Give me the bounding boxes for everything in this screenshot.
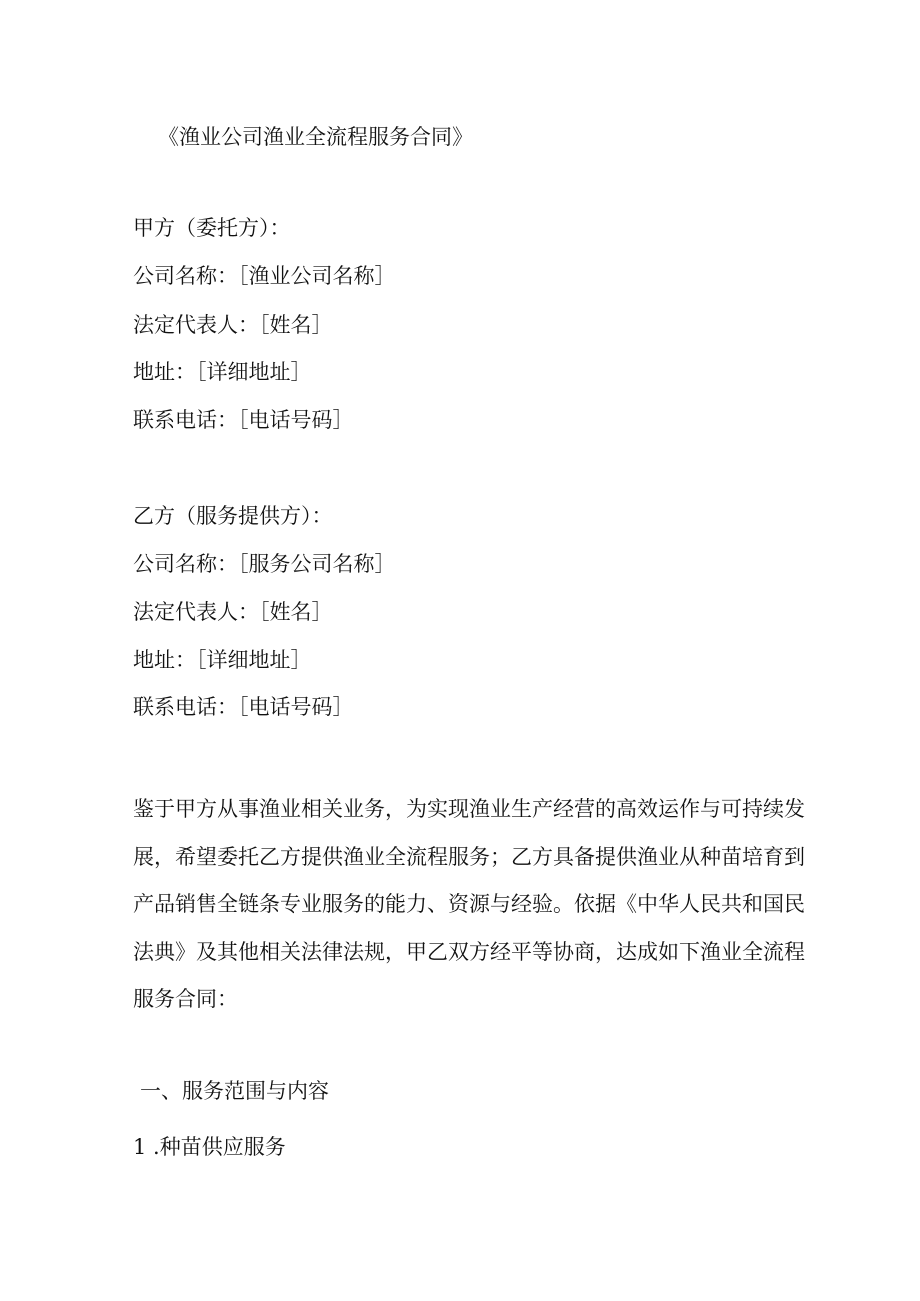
party-b-heading: 乙方（服务提供方）：: [133, 504, 333, 528]
preamble-line: 鉴于甲方从事渔业相关业务，为实现渔业生产经营的高效运作与可持续发: [133, 797, 805, 821]
party-b-company: 公司名称：［服务公司名称］: [133, 552, 396, 576]
section-item: 1 .种苗供应服务: [133, 1135, 286, 1159]
party-a-representative: 法定代表人：［姓名］: [133, 313, 333, 337]
party-a-phone: 联系电话：［电话号码］: [133, 408, 354, 432]
preamble-line: 产品销售全链条专业服务的能力、资源与经验。依据《中华人民共和国民: [133, 892, 805, 917]
preamble-line: 展，希望委托乙方提供渔业全流程服务；乙方具备提供渔业从种苗培育到: [133, 844, 805, 869]
preamble-paragraph: [133, 786, 805, 1024]
party-a-heading: 甲方（委托方）：: [133, 216, 291, 240]
party-b-representative: 法定代表人：［姓名］: [133, 600, 333, 624]
document-title: 《渔业公司渔业全流程服务合同》: [158, 125, 473, 149]
party-a-company: 公司名称：［渔业公司名称］: [133, 264, 396, 288]
section-heading: 一、服务范围与内容: [140, 1079, 329, 1103]
preamble-line: 服务合同：: [133, 987, 238, 1012]
party-b-address: 地址：［详细地址］: [133, 648, 312, 672]
party-a-address: 地址：［详细地址］: [133, 360, 312, 384]
preamble-line: 法典》及其他相关法律法规，甲乙双方经平等协商，达成如下渔业全流程: [133, 939, 805, 964]
party-b-phone: 联系电话：［电话号码］: [133, 695, 354, 719]
